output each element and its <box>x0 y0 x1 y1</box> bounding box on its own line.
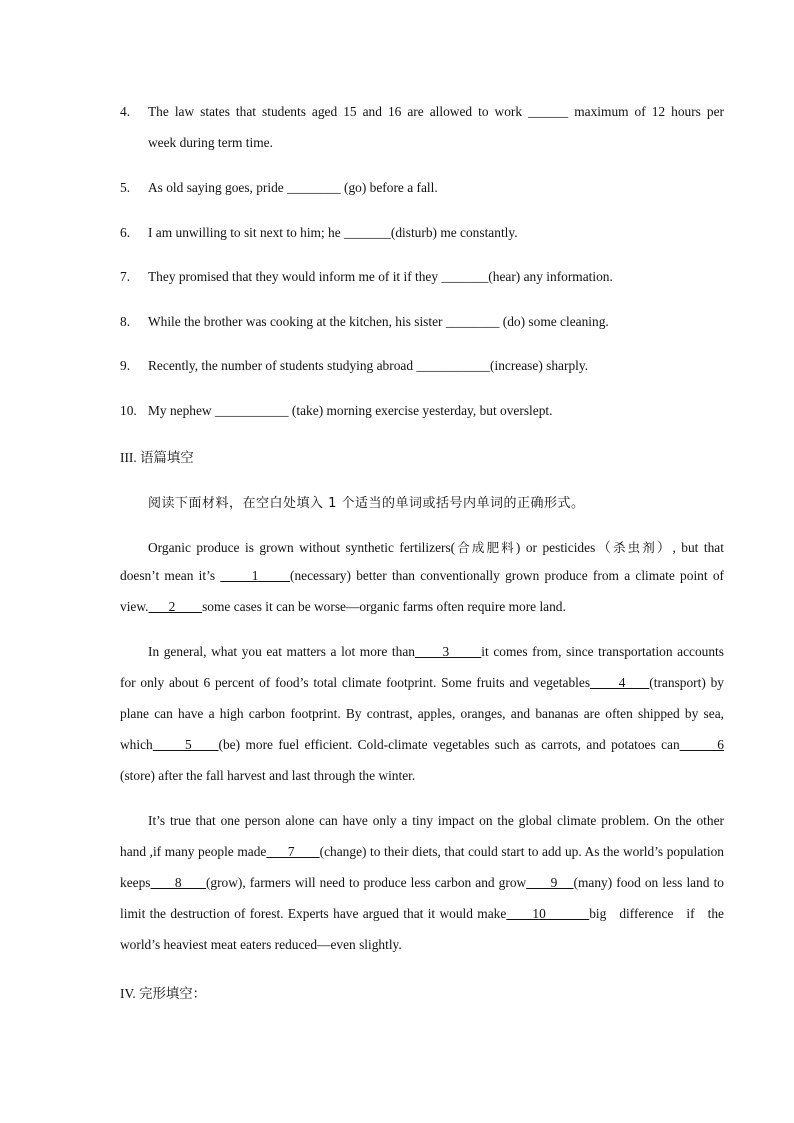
passage-line: world’s heaviest meat eaters reduced—even slightly. <box>120 937 402 952</box>
question-number: 6. <box>120 225 131 240</box>
section-3-instruction: 阅读下面材料，在空白处填入 1 个适当的单词或括号内单词的正确形式。 <box>148 496 585 511</box>
question-text: As old saying goes, pride ________ (go) before a fall. <box>148 180 438 195</box>
question-number: 9. <box>120 358 131 373</box>
blank-1[interactable]: 1 <box>220 568 290 583</box>
question-number: 8. <box>120 314 131 329</box>
passage-line: view. 2 some cases it can be worse—organic farms often require more land. <box>120 599 566 614</box>
passage-line: which 5 (be) more fuel efficient. Cold-climate vegetables such as carrots, and potatoes can 6 <box>120 737 724 752</box>
blank-10[interactable]: 10 <box>506 906 590 921</box>
question-number: 4. <box>120 104 131 119</box>
question-text: The law states that students aged 15 and 16 are allowed to work ______ maximum of 12 hours per <box>148 104 724 119</box>
blank-4[interactable]: 4 <box>590 675 650 690</box>
blank-8[interactable]: 8 <box>150 875 206 890</box>
section-3-heading: III. 语篇填空 <box>120 450 194 465</box>
question-text: I am unwilling to sit next to him; he _______(disturb) me constantly. <box>148 225 518 240</box>
passage-line: In general, what you eat matters a lot more than 3 it comes from, since transportation accounts <box>148 644 724 659</box>
passage-line: limit the destruction of forest. Experts have argued that it would make 10 big difference if the <box>120 906 724 921</box>
blank-3[interactable]: 3 <box>414 644 482 659</box>
blank-2[interactable]: 2 <box>148 599 203 614</box>
passage-line: keeps 8 (grow), farmers will need to produce less carbon and grow 9 (many) food on less land to <box>120 875 724 890</box>
question-text: While the brother was cooking at the kitchen, his sister ________ (do) some cleaning. <box>148 314 609 329</box>
blank-7[interactable]: 7 <box>266 844 320 859</box>
passage-line: (store) after the fall harvest and last through the winter. <box>120 768 416 783</box>
chinese-gloss: 杀虫剂 <box>612 540 657 555</box>
section-4-heading: IV. 完形填空： <box>120 986 207 1001</box>
passage-line: doesn’t mean it’s 1 (necessary) better than conventionally grown produce from a climate point of <box>120 568 724 583</box>
question-number: 7. <box>120 269 131 284</box>
passage-line: plane can have a high carbon footprint. By contrast, apples, oranges, and bananas are often shipped by sea, <box>120 706 724 721</box>
question-text: My nephew ___________ (take) morning exercise yesterday, but overslept. <box>148 403 553 418</box>
passage-line: for only about 6 percent of food’s total climate footprint. Some fruits and vegetables 4 (transport) by <box>120 675 724 690</box>
question-number: 10. <box>120 403 137 418</box>
question-text-continued: week during term time. <box>148 135 273 150</box>
passage-line: It’s true that one person alone can have only a tiny impact on the global climate problem. On the other <box>148 813 724 828</box>
chinese-gloss: 合成肥料 <box>455 540 516 555</box>
passage-line: hand ,if many people made 7 (change) to their diets, that could start to add up. As the world’s population <box>120 844 724 859</box>
blank-9[interactable]: 9 <box>526 875 574 890</box>
blank-6[interactable]: 6 <box>679 737 724 752</box>
passage-line: Organic produce is grown without synthetic fertilizers(合成肥料) or pesticides（杀虫剂）, but that <box>148 540 724 555</box>
question-text: They promised that they would inform me of it if they _______(hear) any information. <box>148 269 613 284</box>
question-text: Recently, the number of students studying abroad ___________(increase) sharply. <box>148 358 589 373</box>
blank-5[interactable]: 5 <box>152 737 219 752</box>
question-number: 5. <box>120 180 131 195</box>
